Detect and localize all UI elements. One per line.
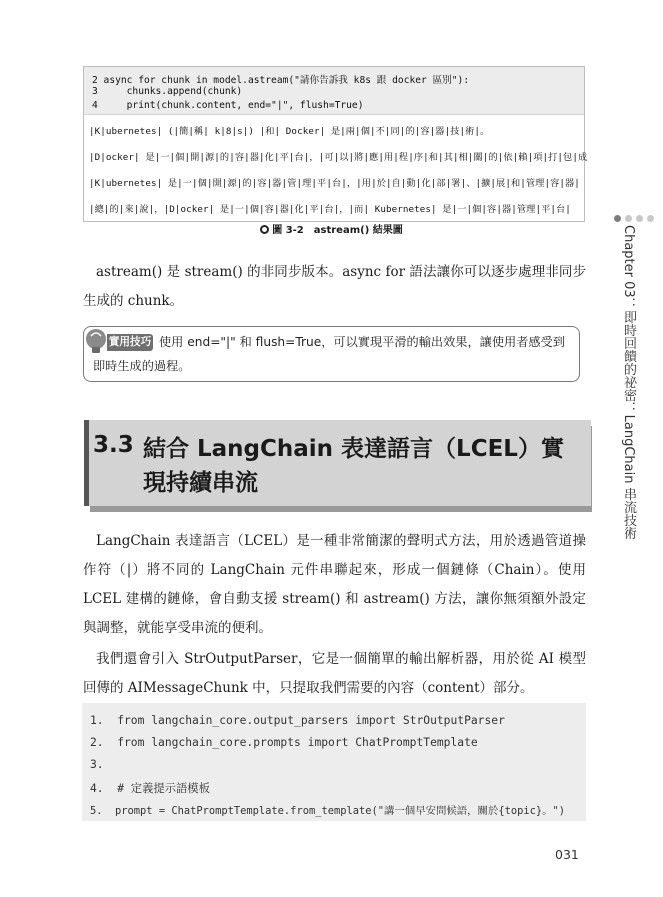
dot-marker bbox=[636, 215, 643, 222]
figure-output-line: |K|ubernetes| (|簡|稱| k|8|s|) |和| Docker| 是|兩|個|不|同|的|容|器|技|術|。 bbox=[89, 126, 490, 137]
tip-text-content: 使用 end="|" 和 flush=True，可以實現平滑的輸出效果，讓使用者感受到即時生成的過程。 bbox=[93, 335, 565, 373]
paragraph-parser: 我們還會引入 StrOutputParser，它是一個簡單的輸出解析器，用於從 AI 模型回傳的 AIMessageChunk 中，只提取我們需要的內容（content）部分。 bbox=[83, 651, 586, 696]
code-block bbox=[82, 703, 586, 821]
figure-code-line: 4 print(chunk.content, end="|", flush=True) bbox=[92, 100, 364, 111]
code-line: 2. from langchain_core.prompts import ChatPromptTemplate bbox=[90, 736, 478, 749]
figure-code-line: 2 async for chunk in model.astream("請你告訴我 k8s 跟 docker 區別"): bbox=[92, 75, 470, 86]
tip-label: 實用技巧 bbox=[107, 334, 153, 351]
chapter-dots bbox=[614, 207, 658, 226]
figure-caption bbox=[0, 221, 663, 236]
figure-output-line: |D|ocker| 是|一|個|開|源|的|容|器|化|平|台|，|可|以|將|應|用|程|序|和|其|相|關|的|依|賴|項|打|包|成 bbox=[89, 152, 588, 163]
page-number: 031 bbox=[555, 847, 579, 862]
code-line: 3. bbox=[90, 758, 104, 771]
dot-marker bbox=[614, 215, 621, 222]
figure-output-line: |K|ubernetes| 是|一|個|開|源|的|容|器|管|理|平|台|，|用|於|自|動|化|部|署|、|擴|展|和|管理|容|器| bbox=[89, 178, 580, 189]
figure-icon bbox=[260, 225, 269, 234]
intro-paragraph bbox=[83, 258, 586, 316]
body-paragraph bbox=[83, 645, 586, 703]
figure-output-line: |總|的|來|說|，|D|ocker| 是|一|個|容|器|化|平|台|，|而| Kubernetes| 是|一|個|容|器|管理|平|台| bbox=[89, 204, 571, 215]
tip-text bbox=[93, 330, 575, 378]
figure-caption-text: 圖 3-2 astream() 結果圖 bbox=[272, 225, 403, 236]
code-line: 5. prompt = ChatPromptTemplate.from_template("講一個早安問候語，關於{topic}。") bbox=[90, 805, 566, 817]
body-paragraph bbox=[83, 527, 586, 643]
code-line: 1. from langchain_core.output_parsers import StrOutputParser bbox=[90, 714, 505, 727]
figure-screenshot bbox=[83, 66, 588, 222]
intro-text: astream() 是 stream() 的非同步版本。async for 語法讓你可以逐步處理非同步生成的 chunk。 bbox=[83, 264, 586, 309]
code-line: 4. # 定義提示語模板 bbox=[90, 782, 210, 795]
dot-marker bbox=[647, 215, 654, 222]
figure-code-line: 3 chunks.append(chunk) bbox=[92, 86, 243, 97]
figure-code-cell bbox=[84, 67, 584, 115]
chapter-tab: Chapter 03：即時回饋的祕密：LangChain 串流技術 bbox=[621, 225, 636, 540]
section-number: 3.3 bbox=[93, 432, 134, 458]
paragraph-lcel: LangChain 表達語言（LCEL）是一種非常簡潔的聲明式方法，用於透過管道操作符（|）將不同的 LangChain 元件串聯起來，形成一個鏈條（Chain）。使用 LCEL 建構的鏈條，會自動支援 stream() 和 astream() 方法，讓你無須額外設定與調整，就能享受串流的便利。 bbox=[83, 533, 586, 636]
dot-marker bbox=[625, 215, 632, 222]
section-title: 結合 LangChain 表達語言（LCEL）實現持續串流 bbox=[143, 436, 564, 496]
